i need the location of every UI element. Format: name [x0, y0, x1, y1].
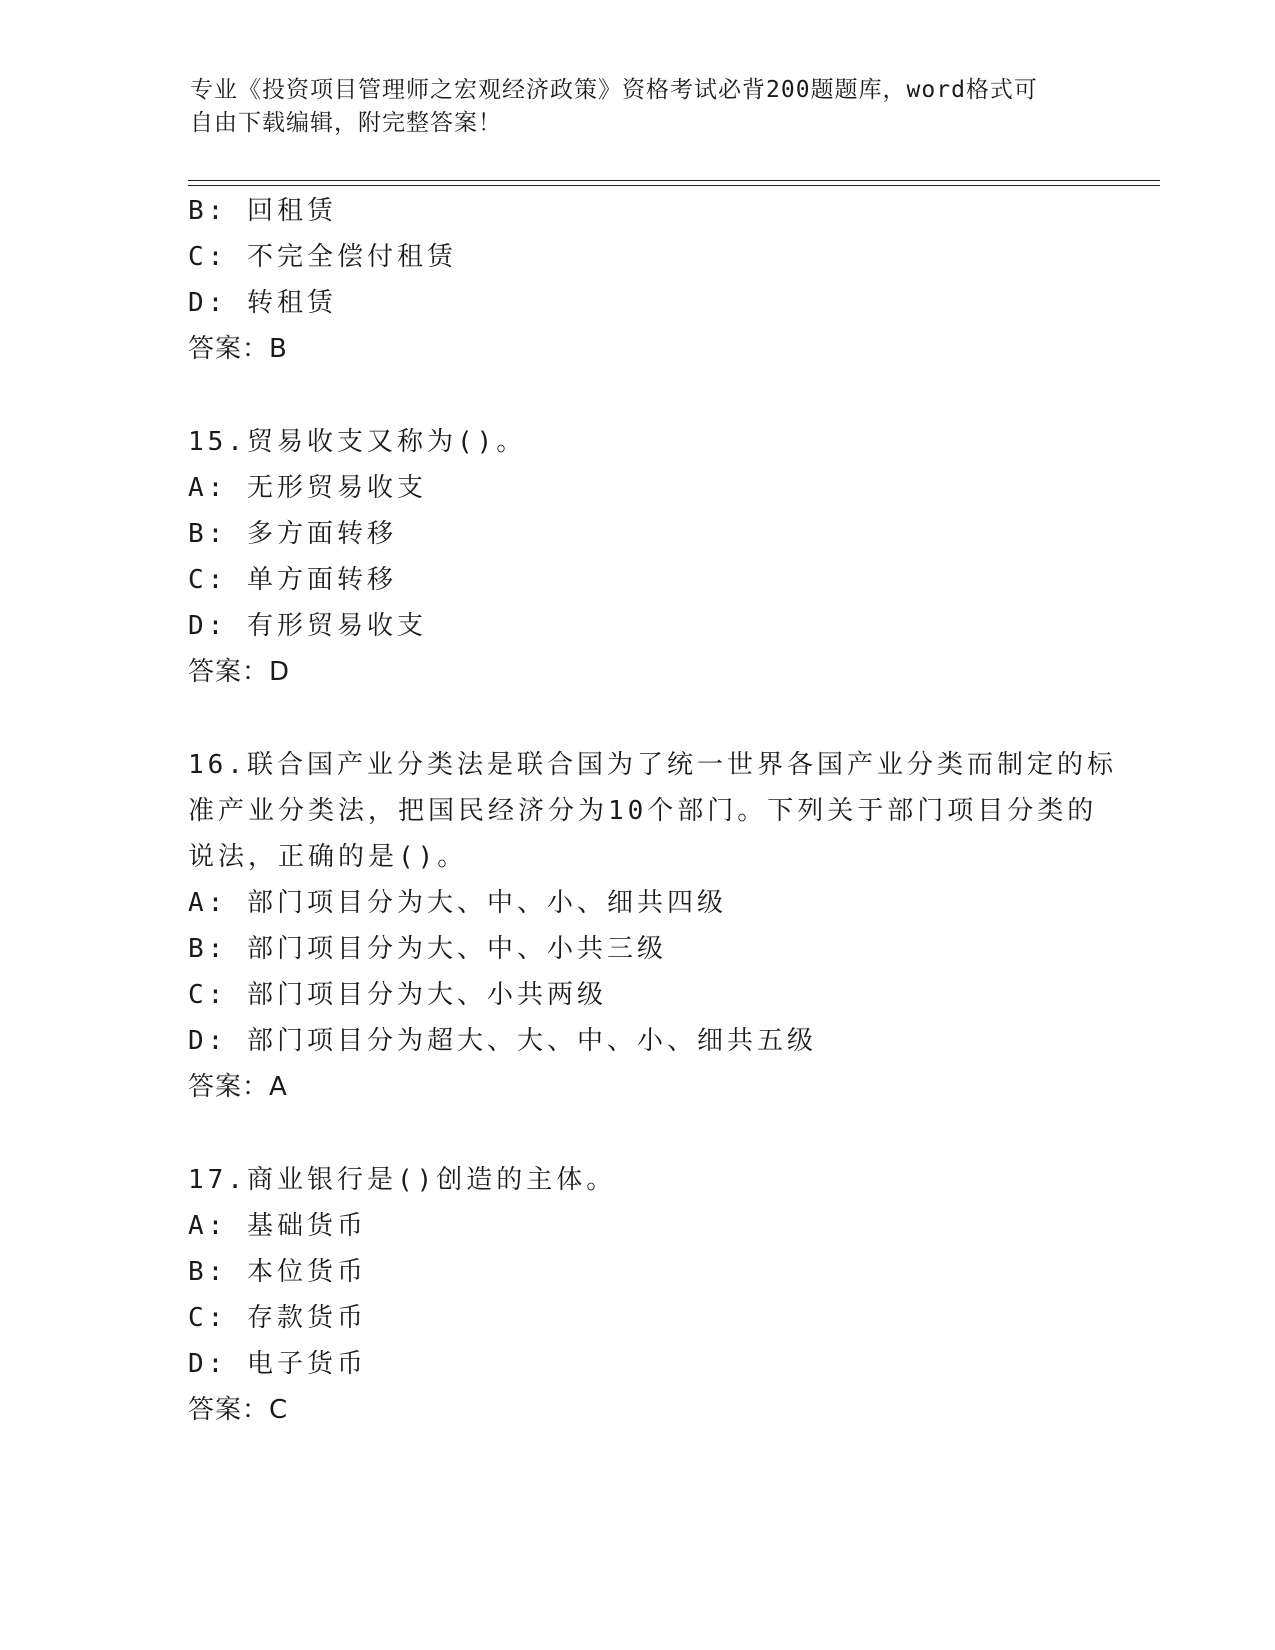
option-c: C: 部门项目分为大、小共两级 [188, 980, 607, 1010]
question-stem-line-2: 准产业分类法，把国民经济分为10个部门。下列关于部门项目分类的 [188, 796, 1098, 826]
question-stem: 17.商业银行是()创造的主体。 [188, 1165, 617, 1195]
option-d: D: 转租赁 [188, 288, 337, 318]
question-14-continued [188, 188, 1088, 372]
question-stem-line-1: 16.联合国产业分类法是联合国为了统一世界各国产业分类而制定的标 [188, 750, 1117, 780]
header-rule-top [188, 180, 1160, 181]
option-c: C: 存款货币 [188, 1303, 367, 1333]
answer: 答案：D [188, 657, 291, 687]
option-b: B: 本位货币 [188, 1257, 367, 1287]
option-d: D: 部门项目分为超大、大、中、小、细共五级 [188, 1026, 817, 1056]
question-15 [188, 419, 1088, 695]
spacer [188, 1110, 1088, 1157]
answer: 答案：A [188, 1072, 288, 1102]
option-d: D: 有形贸易收支 [188, 611, 427, 641]
document-header [190, 74, 1070, 140]
option-d: D: 电子货币 [188, 1349, 367, 1379]
option-a: A: 无形贸易收支 [188, 473, 427, 503]
option-b: B: 部门项目分为大、中、小共三级 [188, 934, 667, 964]
option-a: A: 基础货币 [188, 1211, 367, 1241]
question-17 [188, 1157, 1088, 1433]
answer: 答案：B [188, 334, 288, 364]
option-c: C: 单方面转移 [188, 565, 397, 595]
question-16 [188, 742, 1117, 1110]
answer: 答案：C [188, 1395, 289, 1425]
question-list [188, 188, 1117, 1433]
header-line-2: 自由下载编辑，附完整答案！ [190, 110, 502, 136]
question-stem-line-3: 说法，正确的是()。 [188, 842, 468, 872]
option-b: B: 回租赁 [188, 196, 337, 226]
option-a: A: 部门项目分为大、中、小、细共四级 [188, 888, 727, 918]
header-rule-bottom [188, 185, 1160, 186]
header-line-1: 专业《投资项目管理师之宏观经济政策》资格考试必背200题题库，word格式可 [190, 77, 1038, 103]
question-stem: 15.贸易收支又称为()。 [188, 427, 527, 457]
option-b: B: 多方面转移 [188, 519, 397, 549]
spacer [188, 695, 1088, 742]
option-c: C: 不完全偿付租赁 [188, 242, 457, 272]
spacer [188, 372, 1088, 419]
